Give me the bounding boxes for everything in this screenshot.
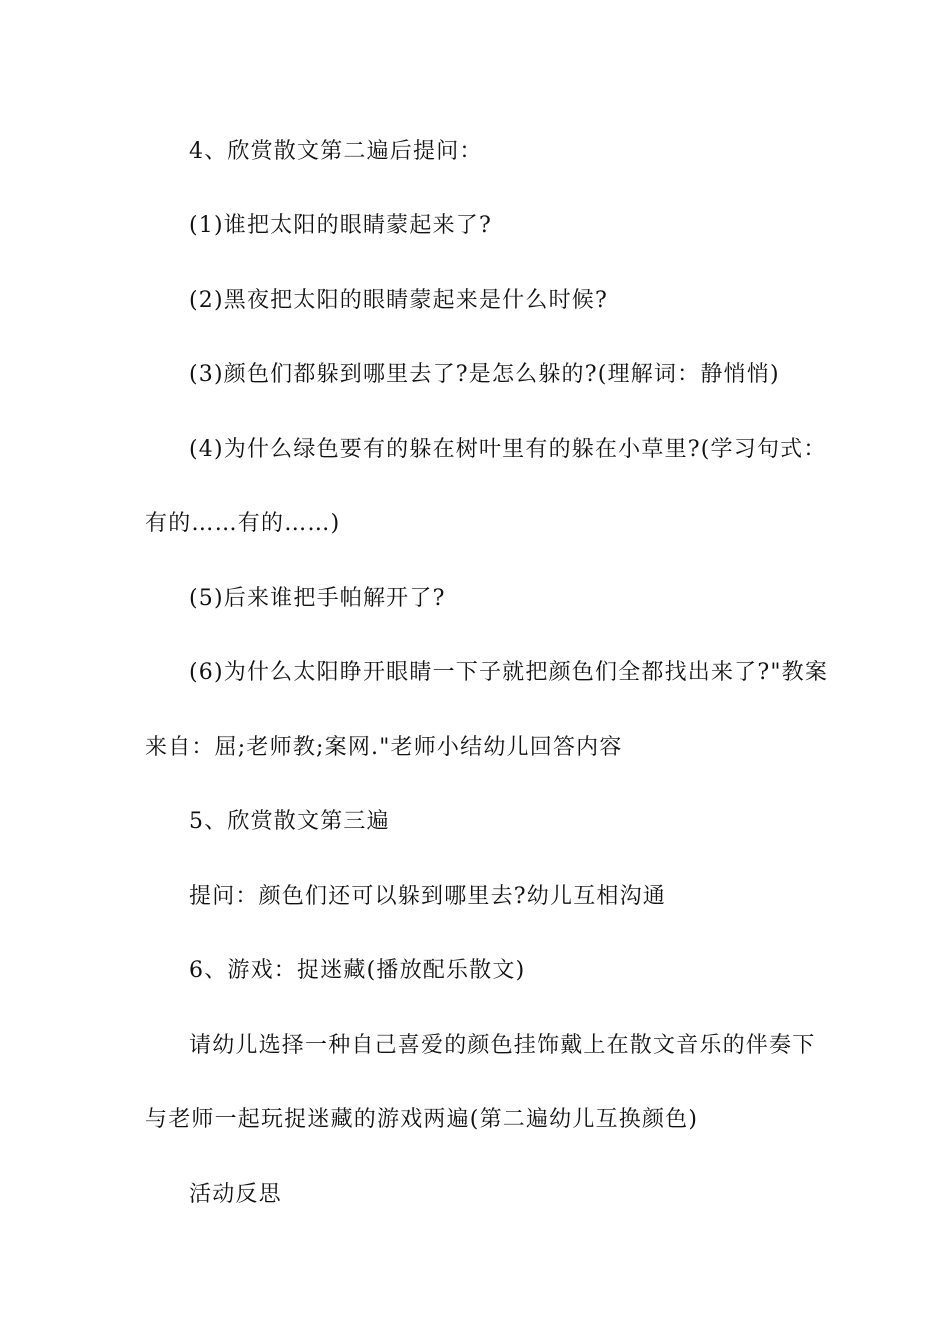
step-6-instruction-continued: 与老师一起玩捉迷藏的游戏两遍(第二遍幼儿互换颜色) — [145, 1107, 699, 1132]
question-1: (1)谁把太阳的眼睛蒙起来了? — [189, 213, 492, 238]
question-5: (5)后来谁把手帕解开了? — [189, 586, 446, 611]
question-3: (3)颜色们都躲到哪里去了?是怎么躲的?(理解词：静悄悄) — [189, 362, 780, 387]
question-2: (2)黑夜把太阳的眼睛蒙起来是什么时候? — [189, 288, 608, 313]
question-6-continued: 来自：屈;老师教;案网."老师小结幼儿回答内容 — [145, 735, 623, 760]
step-5-heading: 5、欣赏散文第三遍 — [189, 809, 390, 834]
step-6-instruction: 请幼儿选择一种自己喜爱的颜色挂饰戴上在散文音乐的伴奏下 — [189, 1033, 816, 1058]
step-4-heading: 4、欣赏散文第二遍后提问： — [189, 139, 483, 164]
question-4-continued: 有的……有的……) — [145, 511, 341, 536]
question-4: (4)为什么绿色要有的躲在树叶里有的躲在小草里?(学习句式： — [189, 437, 827, 462]
question-6: (6)为什么太阳睁开眼睛一下子就把颜色们全都找出来了?"教案 — [189, 660, 829, 685]
step-6-heading: 6、游戏：捉迷藏(播放配乐散文) — [189, 958, 526, 983]
section-heading-reflection: 活动反思 — [189, 1182, 282, 1207]
step-5-prompt: 提问：颜色们还可以躲到哪里去?幼儿互相沟通 — [189, 884, 666, 909]
